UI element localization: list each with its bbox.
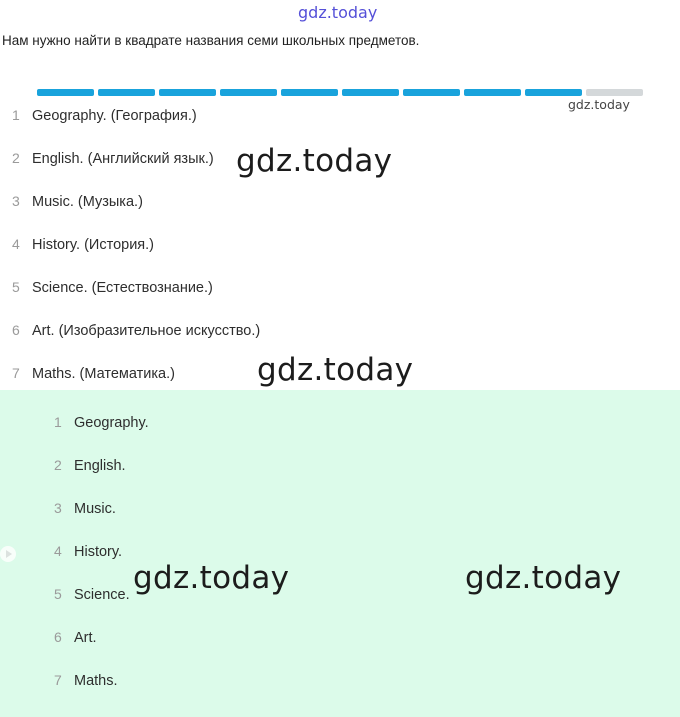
watermark-large: gdz.today [133, 560, 290, 596]
item-number: 6 [54, 629, 62, 645]
item-text: Science. (Естествознание.) [32, 280, 213, 296]
list-item [54, 543, 122, 560]
item-number: 5 [12, 279, 20, 295]
item-text: Art. [74, 630, 97, 646]
item-text: History. [74, 544, 123, 560]
item-text: English. (Английский язык.) [32, 151, 214, 167]
list-item [54, 414, 149, 431]
item-text: Science. [74, 587, 130, 603]
list-item [12, 236, 154, 253]
item-number: 2 [54, 457, 62, 473]
progress-segment [159, 89, 216, 96]
item-text: Music. [74, 501, 116, 517]
item-number: 6 [12, 322, 20, 338]
item-text: Music. (Музыка.) [32, 194, 143, 210]
item-text: English. [74, 458, 126, 474]
instruction-text: Нам нужно найти в квадрате названия семи школьных предметов. [2, 33, 420, 48]
watermark-top: gdz.today [298, 3, 378, 22]
item-text: Geography. (География.) [32, 108, 197, 124]
watermark-large: gdz.today [465, 560, 622, 596]
item-number: 4 [12, 236, 20, 252]
answer-panel [0, 390, 680, 717]
item-number: 7 [54, 672, 62, 688]
progress-segment [403, 89, 460, 96]
list-item [54, 457, 126, 474]
progress-segment [586, 89, 643, 96]
item-number: 7 [12, 365, 20, 381]
progress-segment [525, 89, 582, 96]
progress-segment [37, 89, 94, 96]
play-icon[interactable] [0, 546, 16, 562]
item-number: 5 [54, 586, 62, 602]
item-text: Maths. [74, 673, 118, 689]
item-number: 3 [54, 500, 62, 516]
list-item [12, 193, 143, 210]
list-item [54, 586, 130, 603]
item-number: 3 [12, 193, 20, 209]
list-item [12, 279, 213, 296]
progress-segment [281, 89, 338, 96]
progress-segment [464, 89, 521, 96]
item-number: 1 [12, 107, 20, 123]
list-item [54, 500, 116, 517]
watermark-large: gdz.today [236, 143, 393, 179]
item-text: Maths. (Математика.) [32, 366, 175, 382]
list-item [54, 672, 118, 689]
progress-bar [37, 89, 643, 96]
item-text: Geography. [74, 415, 149, 431]
watermark-large: gdz.today [257, 352, 414, 388]
progress-segment [342, 89, 399, 96]
item-number: 1 [54, 414, 62, 430]
item-text: History. (История.) [32, 237, 155, 253]
item-number: 2 [12, 150, 20, 166]
progress-segment [98, 89, 155, 96]
list-item [12, 150, 214, 167]
list-item [12, 322, 260, 339]
list-item [12, 365, 175, 382]
progress-segment [220, 89, 277, 96]
item-text: Art. (Изобразительное искусство.) [32, 323, 261, 339]
list-item [12, 107, 197, 124]
list-item [54, 629, 97, 646]
watermark-small: gdz.today [568, 97, 630, 112]
item-number: 4 [54, 543, 62, 559]
